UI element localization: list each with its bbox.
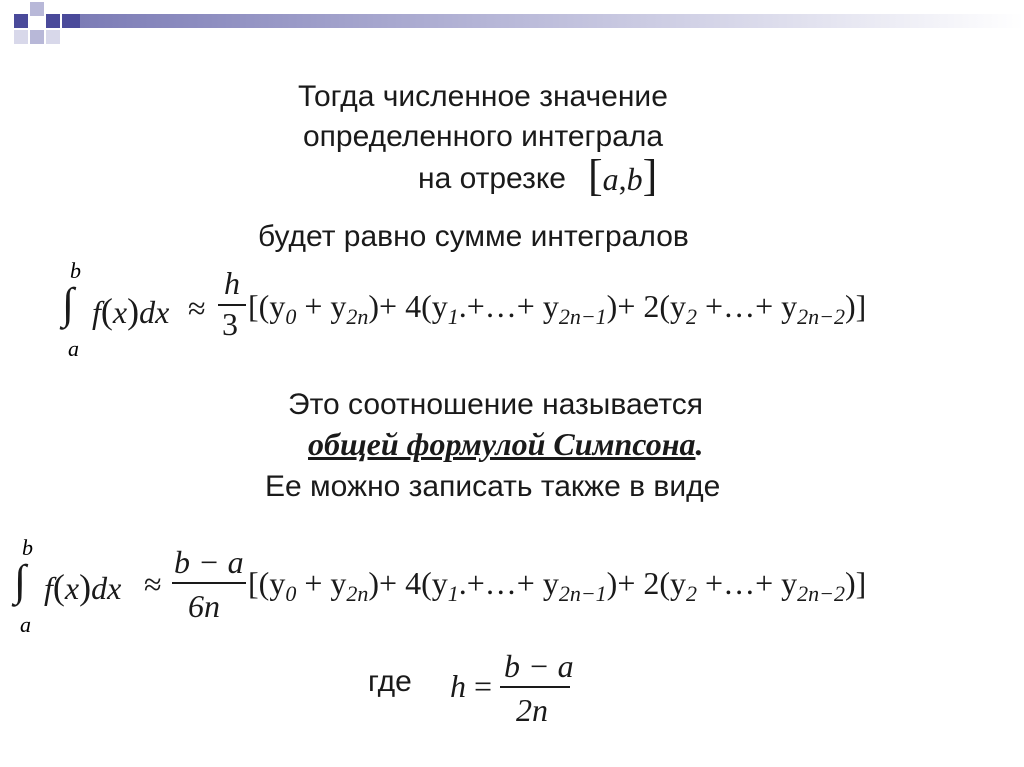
- where-label: где: [368, 665, 412, 698]
- f2-r2s: 2n: [346, 581, 369, 606]
- simpson-dot: .: [695, 426, 704, 462]
- f2-r3s: 1: [447, 581, 459, 606]
- f3-numerator: b − a: [504, 648, 574, 684]
- f3-denominator: 2n: [516, 692, 548, 728]
- f2-r4: .+…+ y: [458, 565, 559, 601]
- text-line-3: на отрезке: [418, 162, 566, 195]
- f1-numerator: h: [224, 265, 240, 301]
- f2-upper-limit: b: [22, 535, 33, 560]
- simpson-title: общей формулой Симпсона: [308, 426, 696, 462]
- f1-r2s: 2n: [346, 304, 369, 329]
- f1-r2: + y: [296, 288, 347, 324]
- f1-f: f: [92, 294, 101, 330]
- interval-bracket-close: ]: [642, 151, 658, 200]
- f1-integral-sign: ∫: [62, 279, 75, 328]
- f2-x: x: [64, 570, 80, 606]
- interval-a: a: [602, 161, 619, 197]
- text-line-2: определенного интеграла: [303, 120, 664, 153]
- f3-fraction-line: [500, 686, 570, 688]
- interval-b: b: [626, 161, 643, 197]
- f2-po: (: [52, 567, 65, 607]
- deco-square-5: [14, 30, 28, 44]
- f2-r1: [(y: [248, 565, 286, 601]
- f1-r5s: 2: [686, 304, 698, 329]
- f1-po: (: [100, 291, 113, 331]
- f2-r6: +…+ y: [697, 565, 798, 601]
- deco-bar-dark: [62, 14, 80, 28]
- f2-r6s: 2n−2: [797, 581, 845, 606]
- deco-square-1: [14, 14, 28, 28]
- f2-lower-limit: a: [20, 612, 31, 637]
- interval: [588, 150, 657, 201]
- deco-square-2: [30, 2, 44, 16]
- f2-approx: ≈: [144, 566, 162, 602]
- f2-r3: )+ 4(y: [368, 565, 448, 601]
- text-line-6: [308, 426, 703, 463]
- f2-dx: dx: [91, 570, 122, 606]
- f2-lhs: [44, 566, 121, 608]
- f1-r3: )+ 4(y: [368, 288, 448, 324]
- deco-square-3: [46, 14, 60, 28]
- text-line-4: будет равно сумме интегралов: [258, 220, 689, 253]
- deco-square-6: [46, 30, 60, 44]
- f1-r1: [(y: [248, 288, 286, 324]
- interval-bracket-open: [: [588, 151, 603, 200]
- f2-pc: ): [79, 567, 92, 607]
- f2-rhs: [248, 565, 866, 607]
- f2-r4s: 2n−1: [558, 581, 607, 606]
- deco-bar-gradient: [80, 14, 1024, 28]
- f1-r3s: 1: [447, 304, 459, 329]
- f1-lhs: [92, 290, 169, 332]
- f2-numerator: b − a: [174, 544, 244, 580]
- f2-f: f: [44, 570, 53, 606]
- f1-upper-limit: b: [70, 258, 81, 283]
- f1-denominator: 3: [222, 306, 238, 342]
- f3-h: h: [450, 668, 466, 704]
- f2-r7: )]: [844, 565, 867, 601]
- f1-pc: ): [127, 291, 140, 331]
- f1-x: x: [112, 294, 128, 330]
- f1-dx: dx: [139, 294, 170, 330]
- f2-r5: )+ 2(y: [606, 565, 687, 601]
- f1-r6: +…+ y: [697, 288, 798, 324]
- f1-lower-limit: a: [68, 336, 79, 361]
- f2-r1s: 0: [285, 581, 297, 606]
- f1-r7: )]: [844, 288, 867, 324]
- f1-r1s: 0: [285, 304, 297, 329]
- f3-equals: =: [474, 668, 493, 704]
- deco-square-4: [30, 30, 44, 44]
- f2-r2: + y: [296, 565, 347, 601]
- f1-r6s: 2n−2: [797, 304, 845, 329]
- f1-r5: )+ 2(y: [606, 288, 687, 324]
- f1-rhs: [248, 288, 866, 330]
- interval-comma: ,: [618, 161, 627, 197]
- f2-integral-sign: ∫: [14, 556, 27, 605]
- text-line-7: Ее можно записать также в виде: [265, 470, 721, 503]
- f1-r4: .+…+ y: [458, 288, 559, 324]
- text-line-1: Тогда численное значение: [298, 80, 668, 113]
- f1-r4s: 2n−1: [558, 304, 607, 329]
- text-line-5: Это соотношение называется: [288, 388, 703, 421]
- f1-approx: ≈: [188, 290, 206, 326]
- f2-fraction-line: [172, 582, 246, 584]
- f2-denominator: 6n: [188, 588, 220, 624]
- f2-r5s: 2: [686, 581, 698, 606]
